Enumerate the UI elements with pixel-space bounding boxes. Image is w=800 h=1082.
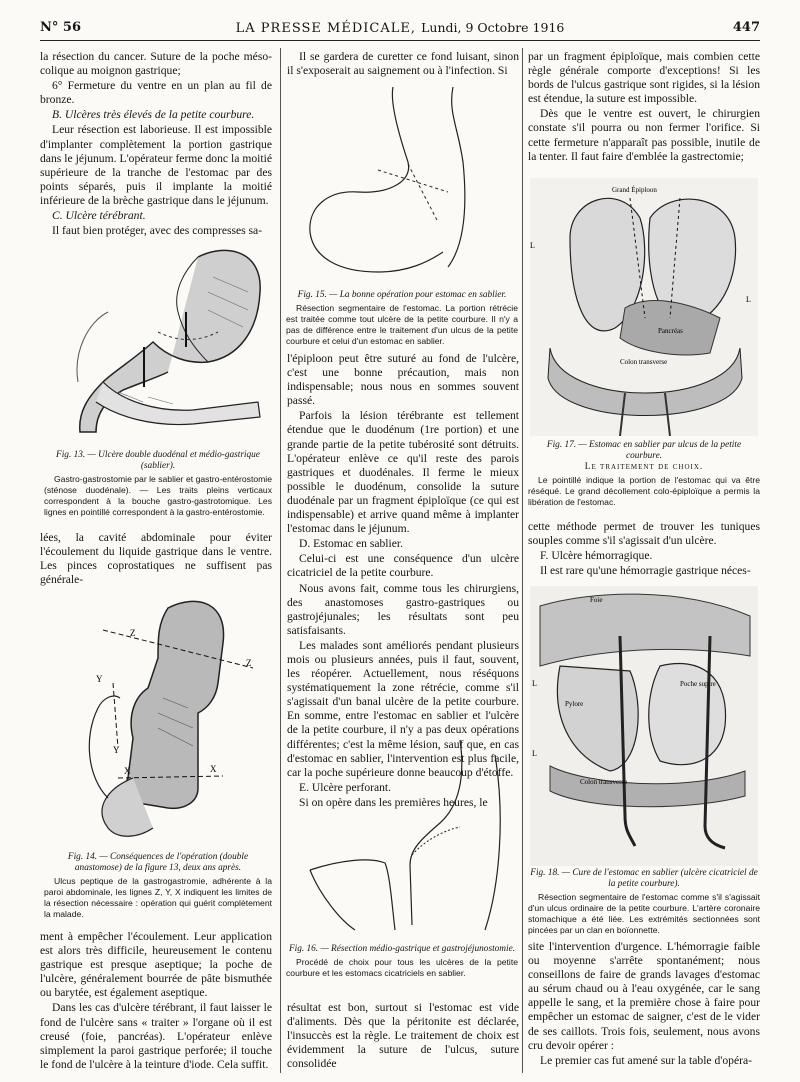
figure-16-caption — [286, 944, 518, 979]
figure-17-caption — [528, 440, 760, 508]
paragraph: Nous avons fait, comme tous les chirurgiens, des anastomoses gastro-gastriques ou gastrojéjunales; les résultats sont peu satisfaisants. — [287, 581, 519, 637]
paragraph: Il est rare qu'une hémorragie gastrique néces- — [540, 564, 751, 578]
section-heading: D. Estomac en sablier. — [299, 537, 403, 551]
journal-title — [40, 20, 760, 36]
figure-16-illustration — [300, 735, 510, 935]
figure-16-description: Procédé de choix pour tous les ulcères de la petite courbure et les estomacs cicatriciels en sablier. — [286, 957, 518, 978]
figure-13-caption — [44, 450, 272, 518]
paragraph: cette méthode permet de trouver les tuniques souples comme s'il s'agissait d'un ulcère. — [528, 520, 760, 548]
label-z: Z — [130, 628, 136, 638]
paragraph: l'épiploon peut être suturé au fond de l'ulcère, c'est une bonne précaution, mais non indispensable; nous nous en sommes souvent passé. — [287, 352, 519, 408]
label-pylore: Pylore — [565, 700, 584, 708]
label-colon-transverse: Colon transverse — [580, 778, 628, 786]
label-y: Y — [96, 674, 103, 684]
label-colon-transverse: Colon transverse — [620, 358, 668, 366]
label-l: L — [530, 241, 535, 250]
figure-14-caption — [44, 852, 272, 920]
label-l: L — [746, 295, 751, 304]
figure-18-description: Résection segmentaire de l'estomac comme s'il s'agissait d'un ulcus ordinaire de la petite courbure. L'artère coronaire stomachique a été liée. Les extrémités sectionnées sont pincées par un clan en boïonnette. — [528, 892, 760, 935]
column-rule — [280, 48, 281, 1073]
figure-14-title: Fig. 14. — Conséquences de l'opération (double anastomose) de la figure 13, deux ans après. — [67, 852, 249, 873]
paragraph: par un fragment épiploïque, mais combien cette règle générale comporte d'exceptions! Si les bords de l'ulcus gastrique sont rigides, si la lésion est étendue, la suture est impossible. — [528, 50, 760, 106]
paragraph: Celui-ci est une conséquence d'un ulcère cicatriciel de la petite courbure. — [287, 552, 519, 580]
figure-14-illustration — [58, 588, 270, 846]
label-pancreas: Pancréas — [658, 327, 683, 335]
label-x: X — [210, 764, 217, 774]
label-l: L — [532, 679, 537, 688]
issue-date: Lundi, 9 Octobre 1916 — [421, 20, 565, 35]
column-3-middle — [528, 520, 760, 579]
issue-number: N° 56 — [40, 20, 81, 35]
paragraph: la résection du cancer. Suture de la poche méso-colique au moignon gastrique; — [40, 50, 272, 78]
column-1-bottom — [40, 930, 272, 1073]
label-poche-sup: Poche sup.re — [680, 680, 716, 688]
figure-16-title: Fig. 16. — Résection médio-gastrique et gastrojéjunostomie. — [288, 944, 516, 954]
paragraph: 6° Fermeture du ventre en un plan au fil de bronze. — [40, 79, 272, 107]
label-foie: Foie — [590, 596, 603, 604]
figure-15-title: Fig. 15. — La bonne opération pour estomac en sablier. — [297, 290, 507, 300]
label-l: L — [532, 749, 537, 758]
paragraph: Leur résection est laborieuse. Il est impossible d'implanter complètement la portion gastrique dans le jéjunum. L'opérateur ferme donc la moitié supérieure de la tranche de l'estomac par des points séparés, puis il implante la moitié inférieure de la brèche gastrique dans le jéjunum. — [40, 123, 272, 207]
section-heading: C. Ulcère térébrant. — [52, 209, 146, 223]
figure-18-caption — [528, 868, 760, 936]
label-z: Z — [246, 658, 252, 668]
column-2-bottom — [287, 1001, 519, 1072]
column-rule — [522, 48, 523, 1073]
figure-18-title: Fig. 18. — Cure de l'estomac en sablier (ulcère cicatriciel de la petite courbure). — [530, 868, 758, 889]
label-x: X — [124, 766, 131, 776]
figure-17-description: Le pointillé indique la portion de l'estomac qui va être réséqué. Le grand décollement colo-épiploïque a permis la libération de l'estomac. — [528, 475, 760, 507]
column-2-top — [287, 50, 519, 79]
paragraph: Dans les cas d'ulcère térébrant, il faut laisser le fond de l'ulcère sans « traiter » l'organe où il est creusé (foie, pancréas). L'opérateur enlève simplement la paroi gastrique perforée; il touche le fond de l'ulcère à la teinture d'iode. Cela suffit. — [40, 1001, 272, 1071]
figure-17-title: Fig. 17. — Estomac en sablier par ulcus de la petite courbure. — [546, 440, 742, 461]
journal-name: LA PRESSE MÉDICALE, — [235, 21, 416, 36]
paragraph: Il faut bien protéger, avec des compresses sa- — [52, 224, 263, 238]
paragraph: Parfois la lésion térébrante est tellement étendue que le duodénum (1re portion) et une grande partie de la petite tubérosité sont détruits. L'opérateur enlève ce qu'il reste des parois gastriques et duodénales. Il ferme le mieux possible le duodénum, consolide la suture duodénale par un fragment épiploïque (ce qui est indispensable) et arrive quand même à implanter l'estomac dans le jéjunum. — [287, 409, 519, 536]
paragraph: Il se gardera de curetter ce fond luisant, sinon il s'exposerait au saignement ou à l'infection. Si — [287, 50, 519, 78]
section-heading: F. Ulcère hémorragique. — [540, 549, 653, 563]
figure-15-caption — [286, 290, 518, 347]
paragraph: Le premier cas fut amené sur la table d'opéra- — [540, 1053, 752, 1067]
paragraph: résultat est bon, surtout si l'estomac est vide d'aliments. Dès que la péritonite est déclarée, l'insuccès est la règle. Le traitement de choix est évidemment la suture de l'ulcus, suture consolidée — [287, 1001, 519, 1071]
paragraph: site l'intervention d'urgence. L'hémorragie faible ou moyenne s'arrête spontanément; nous conseillons de faire de grands lavages d'estomac au sérum chaud ou à l'eau oxygénée, car le sang appelle le sang, et la première chose à faire pour empêcher un estomac de saigner, c'est de le vider de ses caillots. Trois fois, seulement, nous avons cru devoir opérer : — [528, 940, 760, 1052]
figure-13-title: Fig. 13. — Ulcère double duodénal et médio-gastrique (sablier). — [56, 450, 260, 471]
section-heading: B. Ulcères très élevés de la petite courbure. — [52, 108, 255, 122]
paragraph: Dès que le ventre est ouvert, le chirurgien constate s'il pourra ou non fermer l'orifice. Si cette fermeture n'apparaît pas possible, inutile de la tenter. Il faut faire d'emblée la gastrectomie; — [528, 107, 760, 163]
column-3-bottom — [528, 940, 760, 1069]
figure-18-illustration — [530, 586, 758, 866]
column-1-middle — [40, 531, 272, 588]
figure-14-description: Ulcus peptique de la gastrogastromie, adhérente à la paroi abdominale, les lignes Z, Y, X indiquent les limites de la résection nécessaire : opération qui guérit complètement la malade. — [44, 876, 272, 919]
label-grand-epiploon: Grand Épiploon — [612, 186, 657, 194]
paragraph: Si on opère dans les premières heures, le — [299, 795, 488, 809]
figure-15-description: Résection segmentaire de l'estomac. La portion rétrécie est traitée comme tout ulcère de la petite courbure. Il n'y a pas de différence entre le traitement d'un ulcus de la petite courbure et celui d'un estomac en sablier. — [286, 303, 518, 346]
column-3-top — [528, 50, 760, 165]
figure-15-illustration — [298, 82, 510, 282]
paragraph: ment à empêcher l'écoulement. Leur application est alors très difficile, heureusement le contenu gastrique est presque aseptique; la poche de l'ulcère, généralement bourrée de pâte bismuthée ou barytée, est également aseptique. — [40, 930, 272, 1000]
running-header — [40, 18, 760, 41]
section-heading: E. Ulcère perforant. — [299, 780, 392, 794]
column-1-top — [40, 50, 272, 239]
paragraph: lées, la cavité abdominale pour éviter l'écoulement du liquide gastrique dans le ventre. Les pinces coprostatiques ne suffisent pas générale- — [40, 531, 272, 587]
paragraph: Les malades sont améliorés pendant plusieurs mois ou plusieurs années, puis il faut, souvent, les réopérer. Actuellement, nous réséquons systématiquement la zone rétrécie, comme s'il s'agissait d'un banal ulcère de la petite courbure. En somme, entre l'estomac en sablier et l'ulcère de la petite courbure, il n'y a pas deux opérations différentes; c'est la même lésion, sauf que, en cas d'estomac en sablier, l'intervention est plus facile, car la poche supérieure donne beaucoup d'étoffe. — [287, 638, 519, 779]
label-y: Y — [113, 745, 120, 755]
figure-13-illustration — [48, 232, 273, 447]
page-number: 447 — [732, 20, 760, 35]
figure-17-label: Le traitement de choix. — [584, 462, 704, 472]
figure-13-description: Gastro-gastrostomie par le sablier et gastro-entérostomie (sténose duodénale). — Les traits pleins verticaux correspondent à la bouche gastro-gastrotomique. Les lignes en pointillé correspondent à la gastro-entérostomie. — [44, 474, 272, 517]
figure-17-illustration — [530, 178, 758, 436]
